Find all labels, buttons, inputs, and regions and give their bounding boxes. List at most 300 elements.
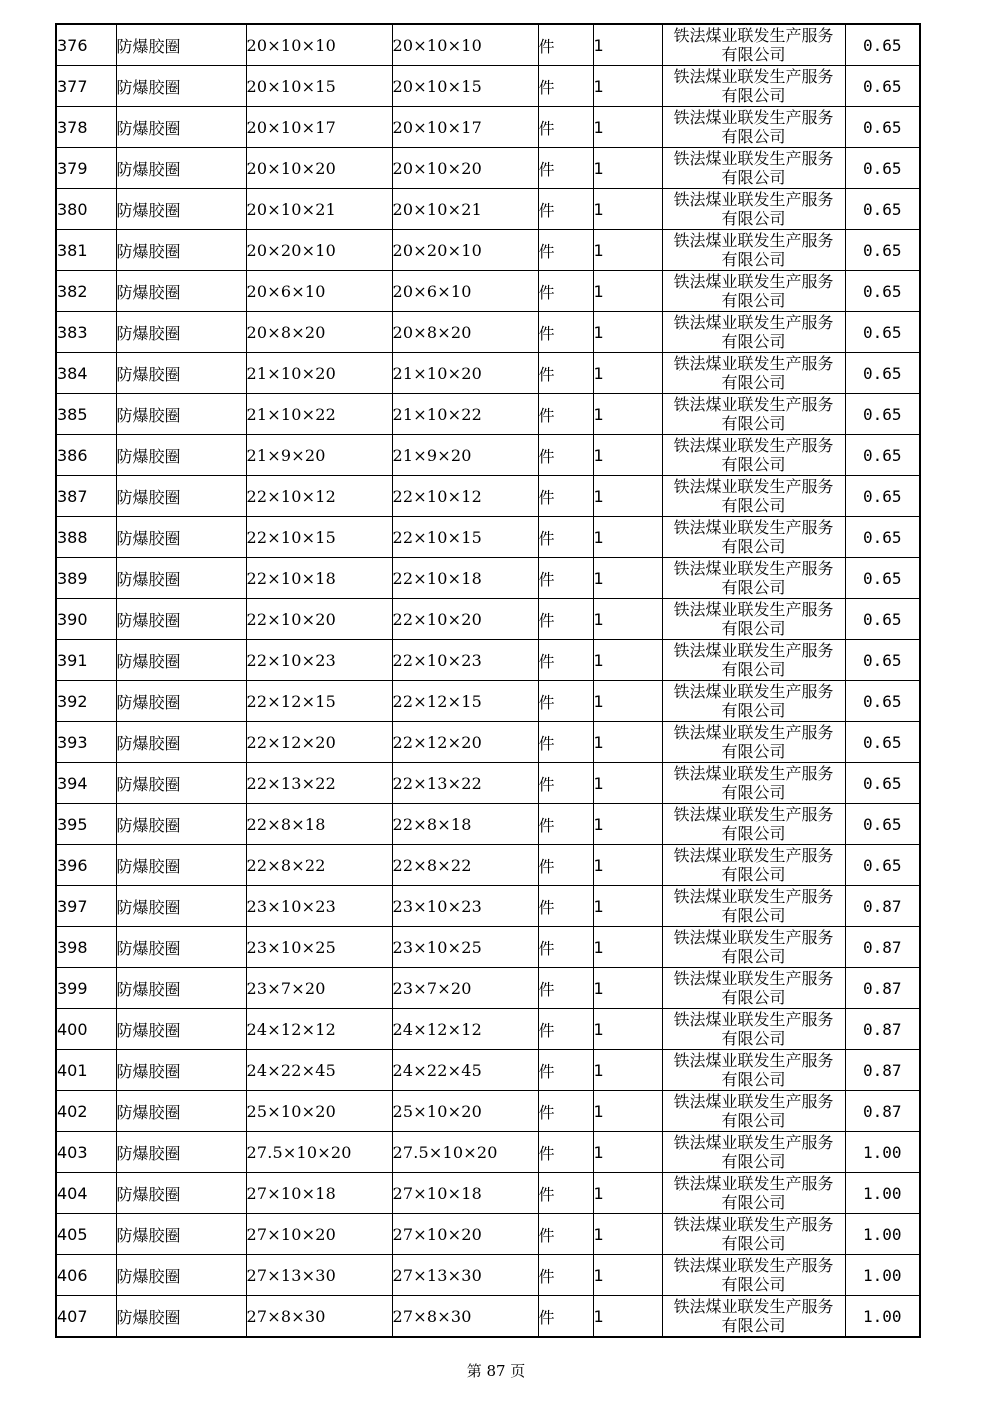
- item-spec: 22×10×23: [246, 640, 392, 681]
- item-supplier: [662, 640, 845, 681]
- supplier-line-2: 有限公司: [721, 250, 786, 269]
- item-price: 0.65: [845, 476, 920, 517]
- item-unit: 件: [538, 476, 593, 517]
- item-supplier: [662, 476, 845, 517]
- item-model: 20×10×17: [392, 107, 538, 148]
- supplier-line-2: 有限公司: [721, 824, 786, 843]
- item-supplier: [662, 1009, 845, 1050]
- item-model: 23×10×25: [392, 927, 538, 968]
- item-spec: 20×10×20: [246, 148, 392, 189]
- supplier-line-1: 铁法煤业联发生产服务: [673, 272, 834, 291]
- item-price: 0.65: [845, 722, 920, 763]
- item-model: 22×10×12: [392, 476, 538, 517]
- supplier-line-1: 铁法煤业联发生产服务: [673, 764, 834, 783]
- item-quantity: 1: [593, 886, 662, 927]
- item-unit: 件: [538, 968, 593, 1009]
- item-unit: 件: [538, 353, 593, 394]
- supplier-line-1: 铁法煤业联发生产服务: [673, 723, 834, 742]
- table-row: [56, 804, 920, 845]
- item-spec: 23×10×25: [246, 927, 392, 968]
- item-unit: 件: [538, 886, 593, 927]
- item-model: 22×10×15: [392, 517, 538, 558]
- row-number: 392: [56, 681, 116, 722]
- item-unit: 件: [538, 66, 593, 107]
- supplier-line-2: 有限公司: [721, 1234, 786, 1253]
- item-price: 0.65: [845, 312, 920, 353]
- supplier-line-1: 铁法煤业联发生产服务: [673, 313, 834, 332]
- item-quantity: 1: [593, 722, 662, 763]
- item-unit: 件: [538, 435, 593, 476]
- item-price: 0.87: [845, 886, 920, 927]
- item-quantity: 1: [593, 1296, 662, 1338]
- table-row: [56, 476, 920, 517]
- row-number: 396: [56, 845, 116, 886]
- supplier-line-2: 有限公司: [721, 86, 786, 105]
- table-row: [56, 66, 920, 107]
- item-model: 22×12×15: [392, 681, 538, 722]
- item-spec: 22×12×15: [246, 681, 392, 722]
- table-row: [56, 148, 920, 189]
- table-row: [56, 558, 920, 599]
- row-number: 395: [56, 804, 116, 845]
- item-quantity: 1: [593, 1132, 662, 1173]
- item-model: 22×10×20: [392, 599, 538, 640]
- table-row: [56, 353, 920, 394]
- item-price: 0.65: [845, 804, 920, 845]
- table-row: [56, 1009, 920, 1050]
- item-quantity: 1: [593, 1173, 662, 1214]
- item-quantity: 1: [593, 312, 662, 353]
- table-row: [56, 722, 920, 763]
- item-name: 防爆胶圈: [116, 1132, 246, 1173]
- item-name: 防爆胶圈: [116, 517, 246, 558]
- item-quantity: 1: [593, 1091, 662, 1132]
- item-unit: 件: [538, 230, 593, 271]
- item-price: 1.00: [845, 1255, 920, 1296]
- item-spec: 22×10×20: [246, 599, 392, 640]
- item-price: 0.65: [845, 845, 920, 886]
- supplier-line-1: 铁法煤业联发生产服务: [673, 108, 834, 127]
- item-quantity: 1: [593, 1009, 662, 1050]
- row-number: 379: [56, 148, 116, 189]
- row-number: 406: [56, 1255, 116, 1296]
- table-row: [56, 394, 920, 435]
- item-spec: 24×22×45: [246, 1050, 392, 1091]
- item-quantity: 1: [593, 1214, 662, 1255]
- item-quantity: 1: [593, 24, 662, 66]
- table-row: [56, 517, 920, 558]
- item-spec: 20×10×21: [246, 189, 392, 230]
- supplier-line-1: 铁法煤业联发生产服务: [673, 887, 834, 906]
- item-spec: 27×8×30: [246, 1296, 392, 1338]
- item-supplier: [662, 681, 845, 722]
- item-spec: 22×13×22: [246, 763, 392, 804]
- item-model: 27×13×30: [392, 1255, 538, 1296]
- item-price: 0.65: [845, 599, 920, 640]
- row-number: 393: [56, 722, 116, 763]
- item-price: 1.00: [845, 1296, 920, 1338]
- item-price: 0.87: [845, 1050, 920, 1091]
- item-model: 20×6×10: [392, 271, 538, 312]
- item-price: 0.87: [845, 1009, 920, 1050]
- supplier-line-1: 铁法煤业联发生产服务: [673, 436, 834, 455]
- supplier-line-1: 铁法煤业联发生产服务: [673, 67, 834, 86]
- supplier-line-2: 有限公司: [721, 783, 786, 802]
- supplier-line-1: 铁法煤业联发生产服务: [673, 846, 834, 865]
- item-spec: 25×10×20: [246, 1091, 392, 1132]
- item-quantity: 1: [593, 66, 662, 107]
- item-name: 防爆胶圈: [116, 271, 246, 312]
- item-unit: 件: [538, 148, 593, 189]
- item-supplier: [662, 927, 845, 968]
- item-spec: 21×10×22: [246, 394, 392, 435]
- item-model: 27×8×30: [392, 1296, 538, 1338]
- supplier-line-1: 铁法煤业联发生产服务: [673, 1092, 834, 1111]
- supplier-line-2: 有限公司: [721, 455, 786, 474]
- supplier-line-2: 有限公司: [721, 988, 786, 1007]
- item-name: 防爆胶圈: [116, 886, 246, 927]
- item-name: 防爆胶圈: [116, 476, 246, 517]
- table-row: [56, 107, 920, 148]
- item-spec: 27×10×18: [246, 1173, 392, 1214]
- item-quantity: 1: [593, 353, 662, 394]
- row-number: 377: [56, 66, 116, 107]
- row-number: 389: [56, 558, 116, 599]
- row-number: 384: [56, 353, 116, 394]
- item-name: 防爆胶圈: [116, 394, 246, 435]
- supplier-line-2: 有限公司: [721, 1111, 786, 1130]
- item-name: 防爆胶圈: [116, 66, 246, 107]
- supplier-line-1: 铁法煤业联发生产服务: [673, 395, 834, 414]
- item-price: 0.65: [845, 435, 920, 476]
- item-supplier: [662, 1214, 845, 1255]
- item-supplier: [662, 804, 845, 845]
- item-unit: 件: [538, 640, 593, 681]
- supplier-line-1: 铁法煤业联发生产服务: [673, 231, 834, 250]
- supplier-line-2: 有限公司: [721, 660, 786, 679]
- item-spec: 20×20×10: [246, 230, 392, 271]
- item-name: 防爆胶圈: [116, 1173, 246, 1214]
- item-supplier: [662, 1255, 845, 1296]
- item-supplier: [662, 763, 845, 804]
- row-number: 402: [56, 1091, 116, 1132]
- table-row: [56, 1214, 920, 1255]
- item-price: 0.65: [845, 271, 920, 312]
- item-price: 0.65: [845, 681, 920, 722]
- item-quantity: 1: [593, 599, 662, 640]
- item-unit: 件: [538, 1214, 593, 1255]
- item-spec: 23×7×20: [246, 968, 392, 1009]
- row-number: 398: [56, 927, 116, 968]
- row-number: 378: [56, 107, 116, 148]
- item-supplier: [662, 24, 845, 66]
- item-quantity: 1: [593, 927, 662, 968]
- supplier-line-2: 有限公司: [721, 291, 786, 310]
- supplier-line-2: 有限公司: [721, 1029, 786, 1048]
- item-quantity: 1: [593, 640, 662, 681]
- supplier-line-1: 铁法煤业联发生产服务: [673, 1010, 834, 1029]
- supplier-line-2: 有限公司: [721, 865, 786, 884]
- supplier-line-1: 铁法煤业联发生产服务: [673, 641, 834, 660]
- supplier-line-1: 铁法煤业联发生产服务: [673, 477, 834, 496]
- item-quantity: 1: [593, 1050, 662, 1091]
- supplier-line-1: 铁法煤业联发生产服务: [673, 518, 834, 537]
- item-spec: 22×8×22: [246, 845, 392, 886]
- item-supplier: [662, 1173, 845, 1214]
- item-unit: 件: [538, 1050, 593, 1091]
- item-supplier: [662, 599, 845, 640]
- supplier-line-2: 有限公司: [721, 619, 786, 638]
- item-unit: 件: [538, 927, 593, 968]
- supplier-line-1: 铁法煤业联发生产服务: [673, 1051, 834, 1070]
- row-number: 386: [56, 435, 116, 476]
- item-spec: 27.5×10×20: [246, 1132, 392, 1173]
- item-unit: 件: [538, 1009, 593, 1050]
- item-spec: 22×8×18: [246, 804, 392, 845]
- supplier-line-1: 铁法煤业联发生产服务: [673, 559, 834, 578]
- row-number: 399: [56, 968, 116, 1009]
- table-row: [56, 1091, 920, 1132]
- item-spec: 20×10×15: [246, 66, 392, 107]
- supplier-line-2: 有限公司: [721, 414, 786, 433]
- item-name: 防爆胶圈: [116, 599, 246, 640]
- item-unit: 件: [538, 845, 593, 886]
- table-row: [56, 189, 920, 230]
- item-spec: 21×9×20: [246, 435, 392, 476]
- item-model: 27×10×18: [392, 1173, 538, 1214]
- table-row: [56, 681, 920, 722]
- table-row: [56, 24, 920, 66]
- supplier-line-1: 铁法煤业联发生产服务: [673, 26, 834, 45]
- supplier-line-1: 铁法煤业联发生产服务: [673, 190, 834, 209]
- item-name: 防爆胶圈: [116, 353, 246, 394]
- supplier-line-2: 有限公司: [721, 537, 786, 556]
- item-spec: 21×10×20: [246, 353, 392, 394]
- item-supplier: [662, 230, 845, 271]
- item-name: 防爆胶圈: [116, 681, 246, 722]
- row-number: 381: [56, 230, 116, 271]
- item-supplier: [662, 722, 845, 763]
- item-name: 防爆胶圈: [116, 189, 246, 230]
- row-number: 380: [56, 189, 116, 230]
- supplier-line-2: 有限公司: [721, 742, 786, 761]
- row-number: 376: [56, 24, 116, 66]
- table-row: [56, 1050, 920, 1091]
- supplier-line-2: 有限公司: [721, 1152, 786, 1171]
- table-row: [56, 271, 920, 312]
- item-name: 防爆胶圈: [116, 148, 246, 189]
- item-unit: 件: [538, 722, 593, 763]
- item-quantity: 1: [593, 476, 662, 517]
- row-number: 404: [56, 1173, 116, 1214]
- item-supplier: [662, 1050, 845, 1091]
- supplier-line-1: 铁法煤业联发生产服务: [673, 354, 834, 373]
- table-row: [56, 1132, 920, 1173]
- row-number: 407: [56, 1296, 116, 1338]
- item-unit: 件: [538, 394, 593, 435]
- item-unit: 件: [538, 312, 593, 353]
- item-spec: 22×10×15: [246, 517, 392, 558]
- supplier-line-2: 有限公司: [721, 1070, 786, 1089]
- item-price: 0.65: [845, 107, 920, 148]
- row-number: 394: [56, 763, 116, 804]
- item-name: 防爆胶圈: [116, 1255, 246, 1296]
- table-row: [56, 1296, 920, 1338]
- table-row: [56, 886, 920, 927]
- supplier-line-1: 铁法煤业联发生产服务: [673, 682, 834, 701]
- item-price: 0.65: [845, 763, 920, 804]
- item-supplier: [662, 517, 845, 558]
- item-model: 20×10×15: [392, 66, 538, 107]
- item-model: 20×8×20: [392, 312, 538, 353]
- item-model: 22×13×22: [392, 763, 538, 804]
- item-model: 23×7×20: [392, 968, 538, 1009]
- item-spec: 22×12×20: [246, 722, 392, 763]
- table-row: [56, 845, 920, 886]
- item-price: 0.65: [845, 394, 920, 435]
- item-quantity: 1: [593, 230, 662, 271]
- supplier-line-2: 有限公司: [721, 1193, 786, 1212]
- item-quantity: 1: [593, 271, 662, 312]
- item-unit: 件: [538, 599, 593, 640]
- item-supplier: [662, 394, 845, 435]
- item-model: 20×10×21: [392, 189, 538, 230]
- row-number: 382: [56, 271, 116, 312]
- item-model: 27×10×20: [392, 1214, 538, 1255]
- item-name: 防爆胶圈: [116, 1050, 246, 1091]
- page-number: 第 87 页: [466, 1362, 526, 1380]
- item-supplier: [662, 148, 845, 189]
- item-unit: 件: [538, 107, 593, 148]
- item-supplier: [662, 271, 845, 312]
- table-row: [56, 1255, 920, 1296]
- item-unit: 件: [538, 1132, 593, 1173]
- item-price: 0.65: [845, 640, 920, 681]
- supplier-line-1: 铁法煤业联发生产服务: [673, 1133, 834, 1152]
- item-supplier: [662, 968, 845, 1009]
- item-name: 防爆胶圈: [116, 968, 246, 1009]
- item-name: 防爆胶圈: [116, 558, 246, 599]
- item-unit: 件: [538, 558, 593, 599]
- row-number: 400: [56, 1009, 116, 1050]
- item-quantity: 1: [593, 435, 662, 476]
- table-body: [56, 24, 920, 1337]
- table-row: [56, 1173, 920, 1214]
- item-quantity: 1: [593, 845, 662, 886]
- row-number: 397: [56, 886, 116, 927]
- item-price: 1.00: [845, 1132, 920, 1173]
- item-model: 20×10×10: [392, 24, 538, 66]
- item-model: 27.5×10×20: [392, 1132, 538, 1173]
- item-name: 防爆胶圈: [116, 435, 246, 476]
- item-unit: 件: [538, 24, 593, 66]
- supplier-line-2: 有限公司: [721, 578, 786, 597]
- item-unit: 件: [538, 189, 593, 230]
- row-number: 391: [56, 640, 116, 681]
- item-price: 0.65: [845, 24, 920, 66]
- supplier-line-2: 有限公司: [721, 332, 786, 351]
- supplier-line-2: 有限公司: [721, 947, 786, 966]
- item-model: 24×12×12: [392, 1009, 538, 1050]
- item-price: 1.00: [845, 1173, 920, 1214]
- item-spec: 20×10×17: [246, 107, 392, 148]
- item-price: 0.65: [845, 353, 920, 394]
- item-supplier: [662, 66, 845, 107]
- item-name: 防爆胶圈: [116, 1009, 246, 1050]
- item-unit: 件: [538, 1173, 593, 1214]
- table-row: [56, 599, 920, 640]
- item-price: 0.87: [845, 968, 920, 1009]
- supplier-line-1: 铁法煤业联发生产服务: [673, 928, 834, 947]
- table-row: [56, 312, 920, 353]
- row-number: 385: [56, 394, 116, 435]
- table-row: [56, 435, 920, 476]
- item-price: 1.00: [845, 1214, 920, 1255]
- item-supplier: [662, 1132, 845, 1173]
- item-supplier: [662, 312, 845, 353]
- item-model: 21×10×22: [392, 394, 538, 435]
- item-price: 0.65: [845, 66, 920, 107]
- item-spec: 22×10×12: [246, 476, 392, 517]
- item-name: 防爆胶圈: [116, 640, 246, 681]
- item-unit: 件: [538, 1255, 593, 1296]
- supplier-line-2: 有限公司: [721, 1275, 786, 1294]
- row-number: 383: [56, 312, 116, 353]
- item-quantity: 1: [593, 558, 662, 599]
- item-price: 0.65: [845, 517, 920, 558]
- row-number: 405: [56, 1214, 116, 1255]
- item-unit: 件: [538, 271, 593, 312]
- item-spec: 24×12×12: [246, 1009, 392, 1050]
- item-supplier: [662, 353, 845, 394]
- price-table: [55, 23, 921, 1338]
- item-quantity: 1: [593, 517, 662, 558]
- item-quantity: 1: [593, 763, 662, 804]
- supplier-line-1: 铁法煤业联发生产服务: [673, 600, 834, 619]
- item-name: 防爆胶圈: [116, 230, 246, 271]
- item-model: 24×22×45: [392, 1050, 538, 1091]
- item-spec: 20×6×10: [246, 271, 392, 312]
- item-price: 0.65: [845, 148, 920, 189]
- table-row: [56, 763, 920, 804]
- item-name: 防爆胶圈: [116, 312, 246, 353]
- item-supplier: [662, 189, 845, 230]
- item-quantity: 1: [593, 681, 662, 722]
- item-supplier: [662, 886, 845, 927]
- item-quantity: 1: [593, 394, 662, 435]
- supplier-line-1: 铁法煤业联发生产服务: [673, 969, 834, 988]
- item-quantity: 1: [593, 968, 662, 1009]
- supplier-line-1: 铁法煤业联发生产服务: [673, 149, 834, 168]
- item-name: 防爆胶圈: [116, 763, 246, 804]
- supplier-line-1: 铁法煤业联发生产服务: [673, 1174, 834, 1193]
- row-number: 403: [56, 1132, 116, 1173]
- item-name: 防爆胶圈: [116, 1296, 246, 1338]
- item-spec: 27×10×20: [246, 1214, 392, 1255]
- supplier-line-2: 有限公司: [721, 168, 786, 187]
- supplier-line-2: 有限公司: [721, 209, 786, 228]
- supplier-line-2: 有限公司: [721, 906, 786, 925]
- table-row: [56, 968, 920, 1009]
- item-supplier: [662, 1091, 845, 1132]
- item-name: 防爆胶圈: [116, 1091, 246, 1132]
- item-name: 防爆胶圈: [116, 24, 246, 66]
- table-row: [56, 927, 920, 968]
- item-quantity: 1: [593, 189, 662, 230]
- supplier-line-1: 铁法煤业联发生产服务: [673, 1297, 834, 1316]
- item-supplier: [662, 845, 845, 886]
- supplier-line-2: 有限公司: [721, 373, 786, 392]
